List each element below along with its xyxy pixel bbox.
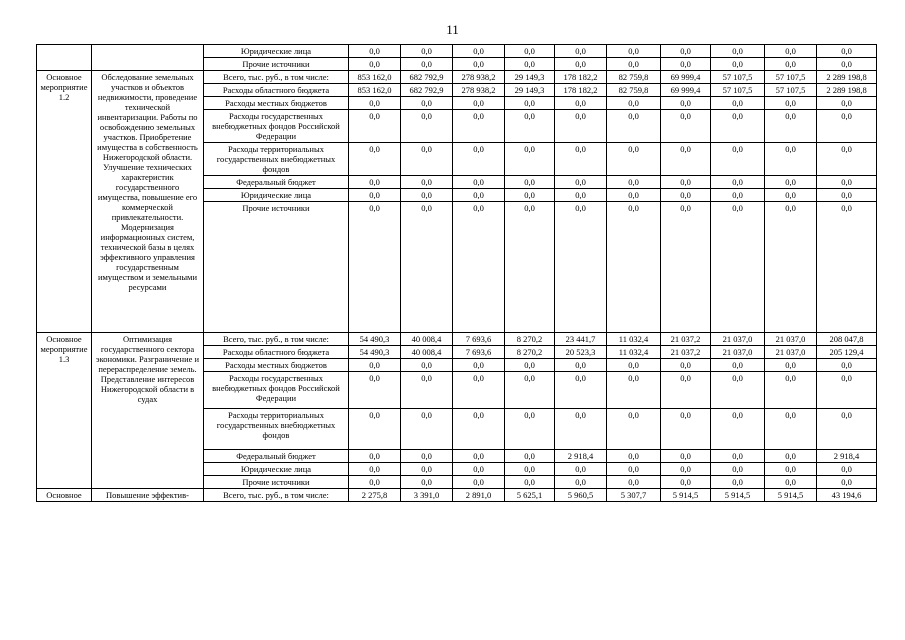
value-cell: 0,0 <box>505 372 555 409</box>
value-cell: 0,0 <box>711 202 765 333</box>
source-label: Расходы государственных внебюджетных фондов Российской Федерации <box>204 110 349 143</box>
value-cell: 0,0 <box>555 372 607 409</box>
value-cell: 0,0 <box>349 97 401 110</box>
value-cell: 2 289 198,8 <box>817 71 877 84</box>
source-label: Федеральный бюджет <box>204 450 349 463</box>
value-cell: 82 759,8 <box>607 71 661 84</box>
value-cell: 0,0 <box>607 450 661 463</box>
value-cell: 0,0 <box>711 372 765 409</box>
measure-cell: Основное мероприятие 1.3 <box>37 333 92 489</box>
value-cell: 0,0 <box>555 476 607 489</box>
value-cell: 0,0 <box>349 176 401 189</box>
value-cell: 0,0 <box>765 202 817 333</box>
value-cell: 0,0 <box>349 450 401 463</box>
value-cell: 21 037,0 <box>711 346 765 359</box>
value-cell: 0,0 <box>401 409 453 450</box>
value-cell: 21 037,2 <box>661 346 711 359</box>
value-cell: 0,0 <box>817 176 877 189</box>
value-cell: 5 307,7 <box>607 489 661 502</box>
value-cell: 3 391,0 <box>401 489 453 502</box>
value-cell: 0,0 <box>453 143 505 176</box>
value-cell: 0,0 <box>555 58 607 71</box>
value-cell: 0,0 <box>349 372 401 409</box>
value-cell: 0,0 <box>401 202 453 333</box>
value-cell: 21 037,0 <box>765 346 817 359</box>
value-cell: 82 759,8 <box>607 84 661 97</box>
value-cell: 0,0 <box>607 463 661 476</box>
value-cell: 0,0 <box>453 450 505 463</box>
value-cell: 0,0 <box>765 143 817 176</box>
source-label: Всего, тыс. руб., в том числе: <box>204 489 349 502</box>
table-row <box>37 333 877 346</box>
value-cell: 0,0 <box>661 409 711 450</box>
value-cell: 0,0 <box>661 463 711 476</box>
value-cell: 0,0 <box>349 110 401 143</box>
value-cell: 0,0 <box>453 476 505 489</box>
value-cell: 0,0 <box>661 45 711 58</box>
value-cell: 43 194,6 <box>817 489 877 502</box>
value-cell: 0,0 <box>765 476 817 489</box>
value-cell: 0,0 <box>661 476 711 489</box>
value-cell: 0,0 <box>453 359 505 372</box>
value-cell: 0,0 <box>401 476 453 489</box>
value-cell: 682 792,9 <box>401 84 453 97</box>
value-cell: 0,0 <box>349 58 401 71</box>
value-cell: 0,0 <box>349 143 401 176</box>
source-label: Расходы государственных внебюджетных фондов Российской Федерации <box>204 372 349 409</box>
value-cell: 0,0 <box>711 176 765 189</box>
value-cell: 0,0 <box>765 45 817 58</box>
value-cell: 0,0 <box>505 450 555 463</box>
value-cell: 0,0 <box>765 409 817 450</box>
value-cell: 0,0 <box>765 372 817 409</box>
value-cell: 7 693,6 <box>453 333 505 346</box>
value-cell: 0,0 <box>505 176 555 189</box>
value-cell: 5 914,5 <box>765 489 817 502</box>
value-cell: 0,0 <box>711 359 765 372</box>
value-cell: 0,0 <box>401 450 453 463</box>
value-cell: 2 918,4 <box>817 450 877 463</box>
source-label: Федеральный бюджет <box>204 176 349 189</box>
value-cell: 0,0 <box>453 58 505 71</box>
value-cell: 0,0 <box>453 409 505 450</box>
value-cell: 0,0 <box>765 58 817 71</box>
value-cell: 0,0 <box>607 45 661 58</box>
source-label: Расходы областного бюджета <box>204 346 349 359</box>
source-label: Прочие источники <box>204 202 349 333</box>
value-cell: 0,0 <box>505 143 555 176</box>
value-cell: 0,0 <box>765 463 817 476</box>
source-label: Расходы территориальных государственных внебюджетных фондов <box>204 143 349 176</box>
value-cell: 0,0 <box>607 58 661 71</box>
value-cell: 0,0 <box>453 372 505 409</box>
value-cell: 0,0 <box>505 58 555 71</box>
value-cell: 0,0 <box>765 97 817 110</box>
value-cell: 0,0 <box>401 143 453 176</box>
value-cell: 0,0 <box>349 409 401 450</box>
source-label: Расходы областного бюджета <box>204 84 349 97</box>
value-cell: 0,0 <box>607 110 661 143</box>
table-body <box>37 45 877 502</box>
table-row <box>37 489 877 502</box>
value-cell: 40 008,4 <box>401 346 453 359</box>
value-cell: 2 891,0 <box>453 489 505 502</box>
value-cell: 5 625,1 <box>505 489 555 502</box>
source-label: Юридические лица <box>204 463 349 476</box>
value-cell: 8 270,2 <box>505 346 555 359</box>
value-cell: 7 693,6 <box>453 346 505 359</box>
value-cell: 0,0 <box>555 189 607 202</box>
value-cell: 0,0 <box>711 189 765 202</box>
budget-table <box>36 44 877 502</box>
value-cell: 853 162,0 <box>349 71 401 84</box>
value-cell: 0,0 <box>555 97 607 110</box>
value-cell: 853 162,0 <box>349 84 401 97</box>
description-cell: Повышение эффектив- <box>92 489 204 502</box>
value-cell: 0,0 <box>817 463 877 476</box>
value-cell: 0,0 <box>661 202 711 333</box>
value-cell: 0,0 <box>401 110 453 143</box>
value-cell: 0,0 <box>607 202 661 333</box>
value-cell: 0,0 <box>555 359 607 372</box>
value-cell: 0,0 <box>607 372 661 409</box>
value-cell: 0,0 <box>817 189 877 202</box>
value-cell: 0,0 <box>401 97 453 110</box>
value-cell: 0,0 <box>765 110 817 143</box>
value-cell: 0,0 <box>505 110 555 143</box>
value-cell: 57 107,5 <box>711 71 765 84</box>
value-cell: 8 270,2 <box>505 333 555 346</box>
measure-cell <box>37 45 92 71</box>
source-label: Расходы территориальных государственных внебюджетных фондов <box>204 409 349 450</box>
value-cell: 0,0 <box>661 176 711 189</box>
value-cell: 20 523,3 <box>555 346 607 359</box>
value-cell: 0,0 <box>817 97 877 110</box>
value-cell: 29 149,3 <box>505 71 555 84</box>
value-cell: 208 047,8 <box>817 333 877 346</box>
value-cell: 57 107,5 <box>711 84 765 97</box>
source-label: Юридические лица <box>204 189 349 202</box>
value-cell: 682 792,9 <box>401 71 453 84</box>
value-cell: 0,0 <box>349 45 401 58</box>
value-cell: 0,0 <box>555 45 607 58</box>
description-cell: Обследование земельных участков и объектов недвижимости, проведение технической инвентаризации. Работы по освобождению земельных участков. Приобретение имущества в собственность Нижегородской области. Улучшение технических характеристик государственного имущества, повышение его коммерческой привлекательности. Модернизация информационных систем, технической базы в целях эффективного управления государственным имуществом и земельными ресурсами <box>92 71 204 333</box>
value-cell: 178 182,2 <box>555 84 607 97</box>
value-cell: 0,0 <box>555 176 607 189</box>
table-row <box>37 45 877 58</box>
value-cell: 5 960,5 <box>555 489 607 502</box>
description-cell: Оптимизация государственного сектора экономики. Разграничение и перераспределение земель. Представление интересов Нижегородской области в судах <box>92 333 204 489</box>
source-label: Прочие источники <box>204 476 349 489</box>
value-cell: 57 107,5 <box>765 71 817 84</box>
value-cell: 21 037,0 <box>765 333 817 346</box>
value-cell: 0,0 <box>401 359 453 372</box>
measure-cell: Основное <box>37 489 92 502</box>
description-cell <box>92 45 204 71</box>
value-cell: 0,0 <box>349 359 401 372</box>
value-cell: 0,0 <box>661 450 711 463</box>
value-cell: 0,0 <box>349 463 401 476</box>
value-cell: 0,0 <box>711 450 765 463</box>
value-cell: 0,0 <box>401 176 453 189</box>
value-cell: 0,0 <box>453 110 505 143</box>
value-cell: 0,0 <box>607 359 661 372</box>
value-cell: 0,0 <box>711 110 765 143</box>
value-cell: 57 107,5 <box>765 84 817 97</box>
value-cell: 2 289 198,8 <box>817 84 877 97</box>
value-cell: 0,0 <box>661 189 711 202</box>
source-label: Юридические лица <box>204 45 349 58</box>
value-cell: 0,0 <box>453 189 505 202</box>
value-cell: 5 914,5 <box>711 489 765 502</box>
value-cell: 0,0 <box>453 463 505 476</box>
value-cell: 0,0 <box>505 476 555 489</box>
value-cell: 0,0 <box>661 372 711 409</box>
value-cell: 0,0 <box>505 45 555 58</box>
value-cell: 0,0 <box>349 202 401 333</box>
value-cell: 0,0 <box>453 45 505 58</box>
value-cell: 54 490,3 <box>349 346 401 359</box>
value-cell: 0,0 <box>607 143 661 176</box>
value-cell: 178 182,2 <box>555 71 607 84</box>
value-cell: 0,0 <box>817 110 877 143</box>
value-cell: 0,0 <box>817 476 877 489</box>
value-cell: 2 275,8 <box>349 489 401 502</box>
value-cell: 11 032,4 <box>607 333 661 346</box>
value-cell: 0,0 <box>765 176 817 189</box>
page-number: 11 <box>446 22 459 37</box>
value-cell: 0,0 <box>401 189 453 202</box>
value-cell: 0,0 <box>607 476 661 489</box>
value-cell: 0,0 <box>505 463 555 476</box>
value-cell: 0,0 <box>711 463 765 476</box>
source-label: Расходы местных бюджетов <box>204 359 349 372</box>
value-cell: 0,0 <box>349 189 401 202</box>
value-cell: 0,0 <box>661 58 711 71</box>
value-cell: 0,0 <box>711 143 765 176</box>
value-cell: 0,0 <box>607 409 661 450</box>
value-cell: 2 918,4 <box>555 450 607 463</box>
value-cell: 0,0 <box>711 97 765 110</box>
value-cell: 0,0 <box>661 110 711 143</box>
value-cell: 0,0 <box>817 143 877 176</box>
value-cell: 0,0 <box>607 176 661 189</box>
value-cell: 0,0 <box>453 97 505 110</box>
value-cell: 0,0 <box>505 189 555 202</box>
value-cell: 0,0 <box>555 110 607 143</box>
value-cell: 23 441,7 <box>555 333 607 346</box>
value-cell: 69 999,4 <box>661 71 711 84</box>
source-label: Всего, тыс. руб., в том числе: <box>204 71 349 84</box>
value-cell: 0,0 <box>401 45 453 58</box>
value-cell: 5 914,5 <box>661 489 711 502</box>
value-cell: 0,0 <box>401 58 453 71</box>
value-cell: 0,0 <box>349 476 401 489</box>
value-cell: 0,0 <box>817 58 877 71</box>
value-cell: 0,0 <box>401 372 453 409</box>
value-cell: 0,0 <box>505 202 555 333</box>
value-cell: 0,0 <box>817 45 877 58</box>
value-cell: 0,0 <box>817 359 877 372</box>
value-cell: 278 938,2 <box>453 84 505 97</box>
value-cell: 0,0 <box>555 463 607 476</box>
value-cell: 21 037,2 <box>661 333 711 346</box>
value-cell: 0,0 <box>401 463 453 476</box>
value-cell: 278 938,2 <box>453 71 505 84</box>
value-cell: 0,0 <box>711 476 765 489</box>
source-label: Всего, тыс. руб., в том числе: <box>204 333 349 346</box>
value-cell: 0,0 <box>711 409 765 450</box>
value-cell: 69 999,4 <box>661 84 711 97</box>
value-cell: 54 490,3 <box>349 333 401 346</box>
value-cell: 29 149,3 <box>505 84 555 97</box>
value-cell: 21 037,0 <box>711 333 765 346</box>
value-cell: 0,0 <box>607 189 661 202</box>
value-cell: 0,0 <box>661 143 711 176</box>
value-cell: 0,0 <box>765 359 817 372</box>
value-cell: 0,0 <box>505 409 555 450</box>
value-cell: 0,0 <box>555 143 607 176</box>
value-cell: 0,0 <box>555 409 607 450</box>
value-cell: 205 129,4 <box>817 346 877 359</box>
value-cell: 11 032,4 <box>607 346 661 359</box>
value-cell: 0,0 <box>765 189 817 202</box>
value-cell: 0,0 <box>817 202 877 333</box>
table-row <box>37 71 877 84</box>
value-cell: 0,0 <box>505 359 555 372</box>
value-cell: 0,0 <box>817 372 877 409</box>
value-cell: 40 008,4 <box>401 333 453 346</box>
value-cell: 0,0 <box>453 202 505 333</box>
value-cell: 0,0 <box>661 359 711 372</box>
value-cell: 0,0 <box>607 97 661 110</box>
value-cell: 0,0 <box>765 450 817 463</box>
value-cell: 0,0 <box>555 202 607 333</box>
measure-cell: Основное мероприятие 1.2 <box>37 71 92 333</box>
value-cell: 0,0 <box>817 409 877 450</box>
source-label: Прочие источники <box>204 58 349 71</box>
value-cell: 0,0 <box>505 97 555 110</box>
value-cell: 0,0 <box>711 45 765 58</box>
value-cell: 0,0 <box>453 176 505 189</box>
source-label: Расходы местных бюджетов <box>204 97 349 110</box>
value-cell: 0,0 <box>711 58 765 71</box>
value-cell: 0,0 <box>661 97 711 110</box>
